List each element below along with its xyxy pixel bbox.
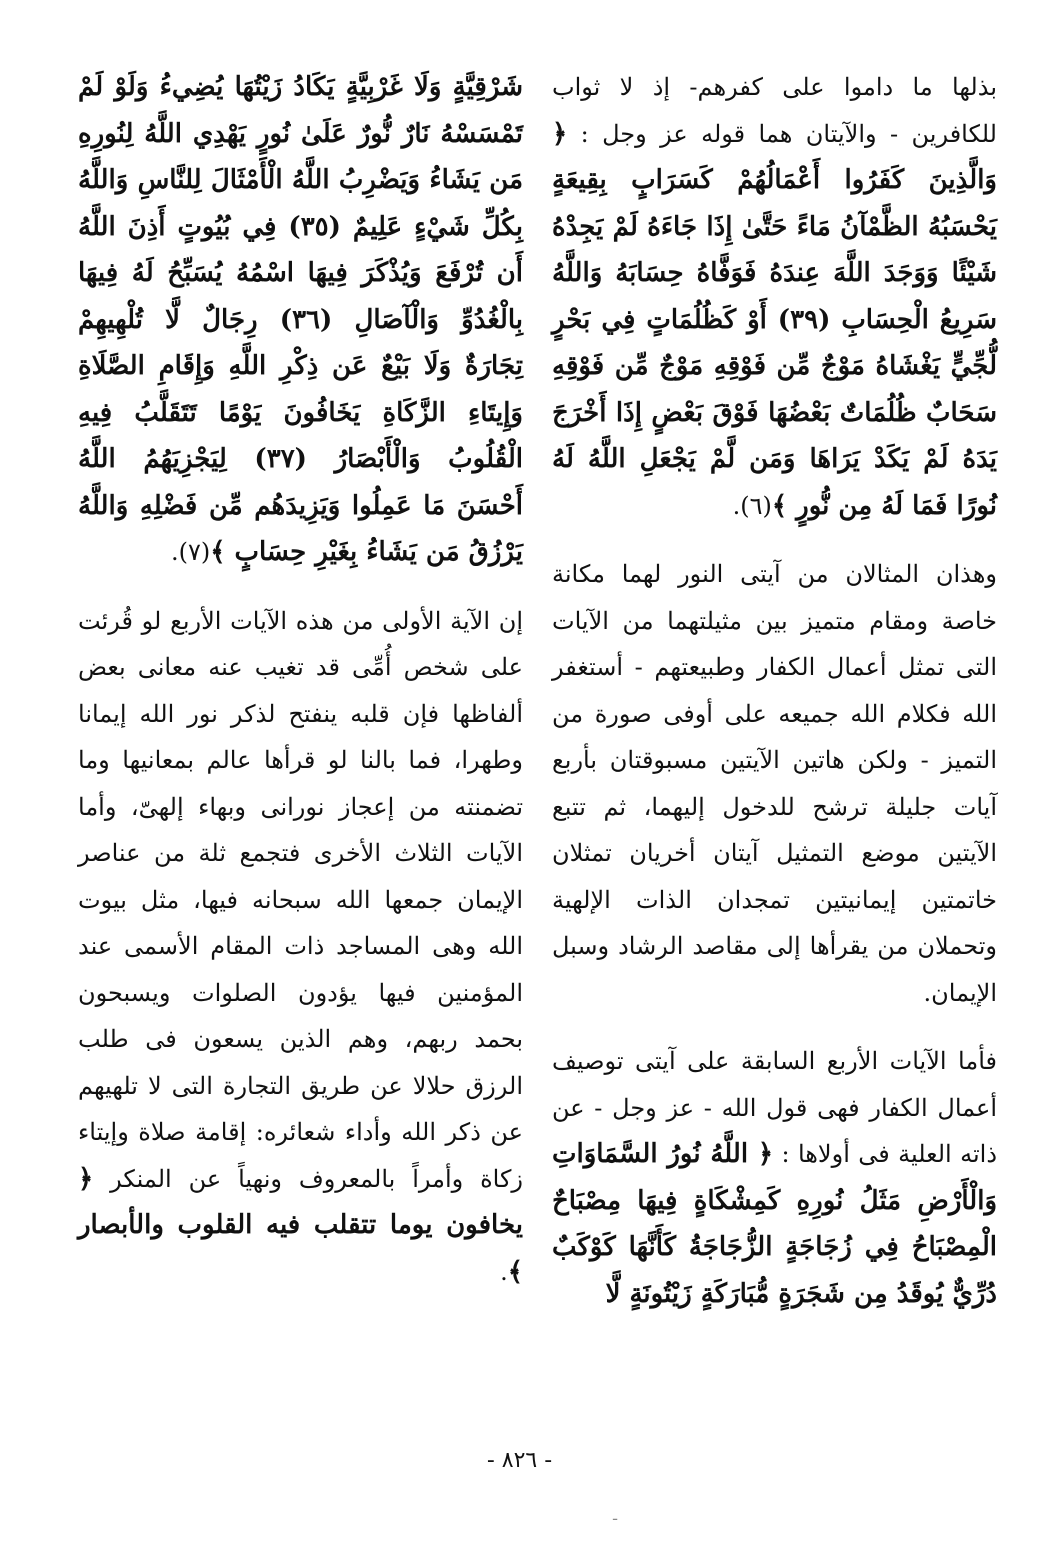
- paragraph-5: [78, 598, 523, 1296]
- page-number: - ٨٢٦ -: [486, 1448, 553, 1473]
- paragraph-3-intro: فأما الآيات الأربع السابقة على آيتى توصيف أعمال الكفار فهى قول الله - عز وجل - عن ذاته العلية فى أولاها :: [552, 1047, 997, 1168]
- paragraph-3: [552, 1038, 997, 1317]
- paragraph-2-text: وهذان المثالان من آيتى النور لهما مكانة خاصة ومقام متميز بين مثيلتهما من الآيات التى تمثل أعمال الكفار وطبيعتهم - أستغفر الله فكلام الله جميعه على أوفى صورة من التميز - ولكن هاتين الآيتين مسبوقتان بأربع آيات جليلة ترشح للدخول إليهما، ثم تتبع الآيتين موضع التمثيل آيتان أخريان تمثلان خاتمتين إيمانيتين تمجدان الذات الإلهية وتحملان من يقرأها إلى مقاصد الرشاد وسبل الإيمان.: [552, 560, 997, 1007]
- quran-verse-35-38: شَرْقِيَّةٍ وَلَا غَرْبِيَّةٍ يَكَادُ زَيْتُهَا يُضِيءُ وَلَوْ لَمْ تَمْسَسْهُ نَارٌ نُّورٌ عَلَىٰ نُورٍ يَهْدِي اللَّهُ لِنُورِهِ مَن يَشَاءُ وَيَضْرِبُ اللَّهُ الْأَمْثَالَ لِلنَّاسِ وَاللَّهُ بِكُلِّ شَيْءٍ عَلِيمٌ (٣٥) فِي بُيُوتٍ أَذِنَ اللَّهُ أَن تُرْفَعَ وَيُذْكَرَ فِيهَا اسْمُهُ يُسَبِّحُ لَهُ فِيهَا بِالْغُدُوِّ وَالْآصَالِ (٣٦) رِجَالٌ لَّا تُلْهِيهِمْ تِجَارَةٌ وَلَا بَيْعٌ عَن ذِكْرِ اللَّهِ وَإِقَامِ الصَّلَاةِ وَإِيتَاءِ الزَّكَاةِ يَخَافُونَ يَوْمًا تَتَقَلَّبُ فِيهِ الْقُلُوبُ وَالْأَبْصَارُ (٣٧) لِيَجْزِيَهُمُ اللَّهُ أَحْسَنَ مَا عَمِلُوا وَيَزِيدَهُم مِّن فَضْلِهِ وَاللَّهُ يَرْزُقُ مَن يَشَاءُ بِغَيْرِ حِسَابٍ ﴾: [78, 72, 523, 567]
- left-column: [78, 64, 523, 1295]
- paragraph-5-tail: .: [500, 1257, 508, 1286]
- quran-verse-35-start: ﴿ اللَّهُ نُورُ السَّمَاوَاتِ وَالْأَرْضِ مَثَلُ نُورِهِ كَمِشْكَاةٍ فِيهَا مِصْبَاحٌ الْمِصْبَاحُ فِي زُجَاجَةٍ الزُّجَاجَةُ كَأَنَّهَا كَوْكَبٌ دُرِّيٌّ يُوقَدُ مِن شَجَرَةٍ مُّبَارَكَةٍ زَيْتُونَةٍ لَّا: [552, 1139, 997, 1309]
- quran-verse-39-40: ﴿ وَالَّذِينَ كَفَرُوا أَعْمَالُهُمْ كَسَرَابٍ بِقِيعَةٍ يَحْسَبُهُ الظَّمْآنُ مَاءً حَتَّىٰ إِذَا جَاءَهُ لَمْ يَجِدْهُ شَيْئًا وَوَجَدَ اللَّهَ عِندَهُ فَوَفَّاهُ حِسَابَهُ وَاللَّهُ سَرِيعُ الْحِسَابِ (٣٩) أَوْ كَظُلُمَاتٍ فِي بَحْرٍ لُّجِّيٍّ يَغْشَاهُ مَوْجٌ مِّن فَوْقِهِ مَوْجٌ مِّن فَوْقِهِ سَحَابٌ ظُلُمَاتٌ بَعْضُهَا فَوْقَ بَعْضٍ إِذَا أَخْرَجَ يَدَهُ لَمْ يَكَدْ يَرَاهَا وَمَن لَّمْ يَجْعَلِ اللَّهُ لَهُ نُورًا فَمَا لَهُ مِن نُّورٍ ﴾: [552, 118, 998, 521]
- footnote-ref-6: (٦).: [732, 491, 772, 520]
- bottom-mark: ـ: [612, 1508, 618, 1524]
- right-column: [552, 64, 997, 1317]
- footnote-ref-7: (٧).: [170, 538, 211, 566]
- paragraph-1: [552, 64, 997, 529]
- paragraph-4: [78, 64, 523, 576]
- quran-quote-hearts-eyes: ﴿ يخافون يوما تتقلب فيه القلوب والأبصار ﴾: [78, 1163, 523, 1287]
- paragraph-1-intro: بذلها ما داموا على كفرهم- إذ لا ثواب للكافرين - والآيتان هما قوله عز وجل :: [552, 73, 997, 148]
- paragraph-2: [552, 551, 997, 1016]
- paragraph-5-text: إن الآية الأولى من هذه الآيات الأربع لو قُرئت على شخص أُمِّى قد تغيب عنه معانى بعض ألفاظها فإن قلبه ينفتح لذكر نور الله إيمانا وطهرا، فما بالنا لو قرأها عالم بمعانيها وما تضمنته من إعجاز نورانى وبهاء إلهىّ، وأما الآيات الثلاث الأخرى فتجمع ثلة من عناصر الإيمان جمعها الله سبحانه فيها، مثل بيوت الله وهى المساجد ذات المقام الأسمى عند المؤمنين فيها يؤدون الصلوات ويسبحون بحمد ربهم، وهم الذين يسعون فى طلب الرزق حلالا عن طريق التجارة التى لا تلهيهم عن ذكر الله وأداء شعائره: إقامة صلاة وإيتاء زكاة وأمراً بالمعروف ونهياً عن المنكر: [78, 606, 524, 1193]
